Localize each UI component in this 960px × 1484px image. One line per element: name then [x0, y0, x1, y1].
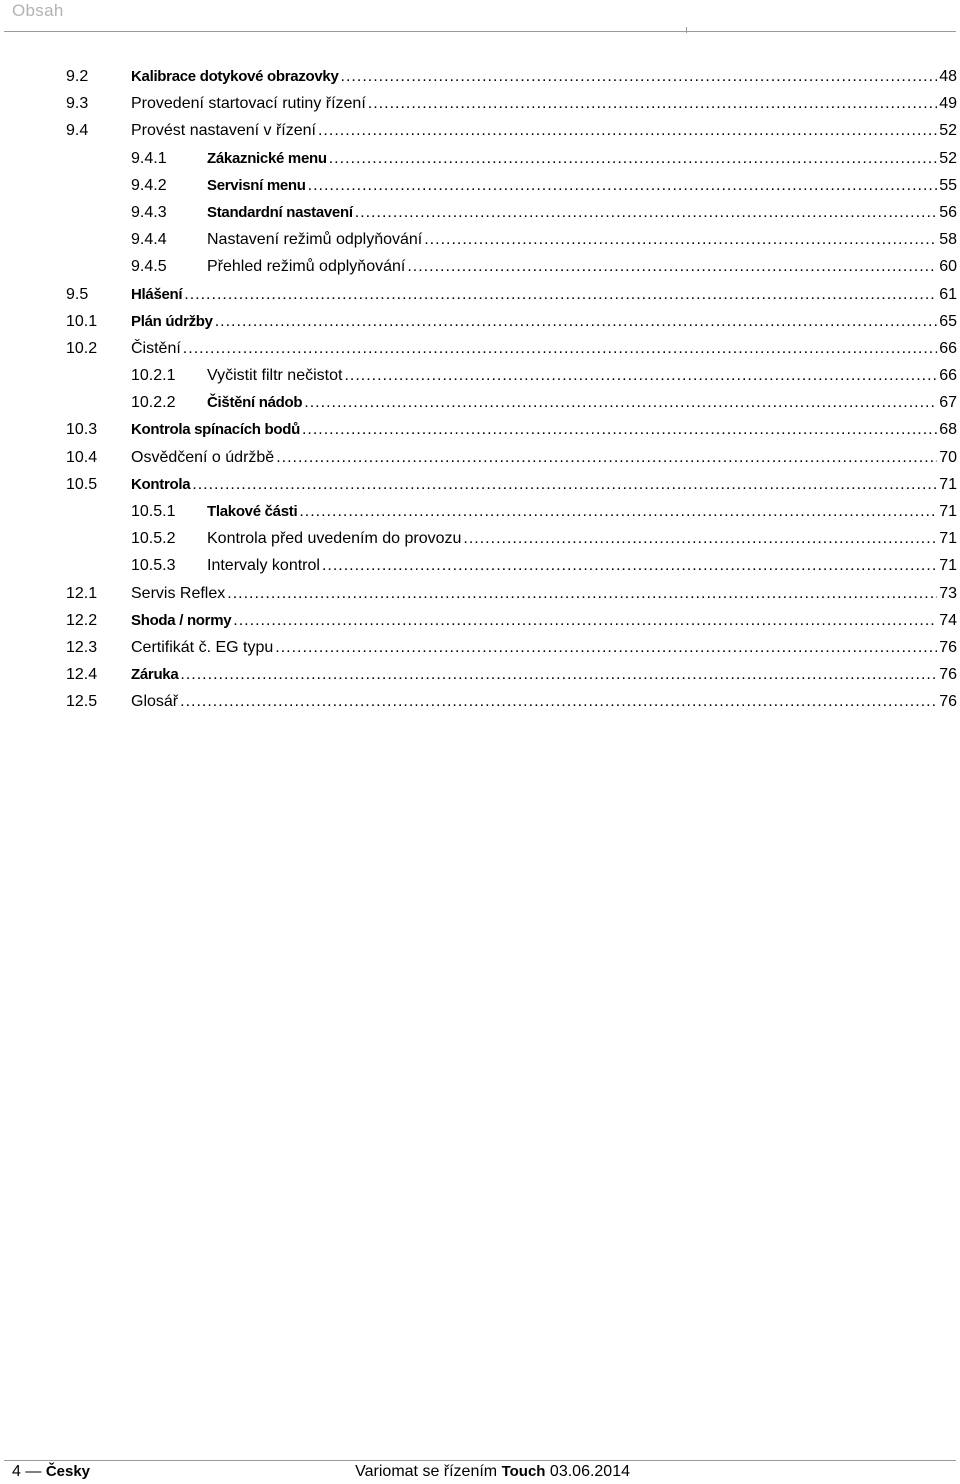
toc-entry[interactable]	[66, 66, 957, 93]
toc-entry[interactable]	[66, 229, 957, 256]
toc-entry-page: 58	[939, 231, 957, 249]
toc-entry-number: 9.4.5	[131, 258, 167, 276]
toc-entry-title: Shoda / normy	[131, 611, 232, 629]
footer-page-number: 4	[12, 1463, 21, 1480]
toc-entry-page: 66	[939, 339, 957, 357]
toc-entry-number: 10.4	[66, 448, 98, 466]
footer-date: 03.06.2014	[549, 1463, 630, 1480]
toc-entry-title: Kontrola spínacích bodů	[131, 421, 300, 439]
toc-entry[interactable]	[66, 419, 957, 446]
footer-doc-title: Variomat se řízením	[355, 1463, 498, 1480]
toc-leader-dots	[299, 501, 937, 523]
toc-entry[interactable]	[66, 284, 957, 311]
toc-entry-page: 48	[939, 68, 957, 85]
toc-entry-number: 9.4.2	[131, 176, 167, 194]
toc-entry-title: Čistění	[131, 339, 181, 357]
toc-entry-title: Provedení startovací rutiny řízení	[131, 95, 366, 113]
toc-entry-number: 12.3	[66, 638, 98, 656]
toc-entry-number: 10.5	[66, 475, 98, 493]
toc-entry-page: 66	[939, 367, 957, 385]
toc-entry[interactable]	[66, 311, 957, 338]
footer-doc-title-bold: Touch	[501, 1463, 546, 1480]
toc-entry-page: 76	[939, 638, 957, 656]
toc-leader-dots	[184, 284, 937, 306]
toc-entry-page: 71	[939, 557, 957, 575]
footer-page-info	[12, 1463, 90, 1481]
toc-entry-title: Kontrola	[131, 475, 191, 493]
toc-entry-title: Tlakové části	[207, 503, 298, 520]
toc-entry-page: 74	[939, 611, 957, 629]
toc-entry[interactable]	[66, 447, 957, 474]
toc-entry-title: Servisní menu	[207, 176, 306, 194]
toc-entry[interactable]	[66, 202, 957, 229]
header-divider-tick	[686, 27, 687, 33]
toc-entry[interactable]	[66, 148, 957, 175]
toc-entry-page: 70	[939, 448, 957, 466]
toc-entry[interactable]	[66, 637, 957, 664]
toc-entry-number: 10.2	[66, 339, 98, 357]
footer-document-info	[355, 1463, 630, 1481]
toc-entry-title: Plán údržby	[131, 312, 213, 330]
toc-entry[interactable]	[66, 555, 957, 582]
toc-entry-number: 9.4.4	[131, 231, 167, 249]
toc-entry-page: 67	[939, 394, 957, 412]
toc-entry[interactable]	[66, 474, 957, 501]
toc-entry-number: 10.3	[66, 421, 98, 439]
toc-entry[interactable]	[66, 365, 957, 392]
footer-language: Česky	[45, 1463, 91, 1480]
toc-entry-title: Nastavení režimů odplyňování	[207, 231, 423, 249]
toc-leader-dots	[424, 229, 937, 251]
toc-leader-dots	[344, 365, 937, 387]
toc-entry[interactable]	[66, 664, 957, 691]
toc-entry-number: 12.1	[66, 584, 98, 602]
toc-leader-dots	[183, 338, 937, 360]
toc-leader-dots	[304, 392, 937, 414]
toc-entry-page: 73	[939, 584, 957, 602]
toc-leader-dots	[407, 256, 937, 278]
toc-entry-title: Osvědčení o údržbě	[131, 448, 275, 466]
toc-leader-dots	[227, 583, 937, 605]
toc-entry-page: 71	[939, 475, 957, 493]
toc-entry[interactable]	[66, 610, 957, 637]
toc-leader-dots	[233, 610, 937, 632]
toc-entry[interactable]	[66, 392, 957, 419]
toc-entry-number: 10.2.2	[131, 394, 176, 412]
toc-leader-dots	[302, 419, 937, 441]
toc-leader-dots	[329, 148, 937, 170]
toc-leader-dots	[341, 66, 938, 88]
toc-entry-page: 55	[939, 176, 957, 194]
toc-entry-page: 71	[939, 530, 957, 548]
toc-entry-page: 65	[939, 312, 957, 330]
toc-entry[interactable]	[66, 120, 957, 147]
toc-leader-dots	[368, 93, 937, 115]
toc-entry-number: 10.5.1	[131, 503, 176, 520]
toc-entry-number: 9.4.3	[131, 203, 167, 221]
toc-entry-title: Provést nastavení v řízení	[131, 122, 316, 140]
toc-entry-number: 10.2.1	[131, 367, 176, 385]
toc-entry-title: Přehled režimů odplyňování	[207, 258, 406, 276]
toc-entry[interactable]	[66, 256, 957, 283]
toc-entry-title: Zákaznické menu	[207, 149, 327, 167]
toc-entry-page: 76	[939, 666, 957, 684]
toc-entry-title: Certifikát č. EG typu	[131, 638, 274, 656]
toc-entry-title: Vyčistit filtr nečistot	[207, 367, 343, 385]
toc-leader-dots	[180, 664, 937, 686]
toc-entry-number: 9.5	[66, 285, 89, 303]
footer-dash: —	[25, 1463, 42, 1480]
toc-entry-page: 61	[939, 285, 957, 303]
toc-entry-title: Čištění nádob	[207, 394, 303, 412]
toc-entry-page: 71	[939, 503, 957, 520]
toc-entry-number: 9.4.1	[131, 149, 167, 167]
toc-leader-dots	[275, 637, 937, 659]
toc-entry-title: Glosář	[131, 693, 179, 711]
toc-entry[interactable]	[66, 175, 957, 202]
toc-leader-dots	[276, 447, 937, 469]
toc-entry[interactable]	[66, 528, 957, 555]
toc-entry-number: 10.1	[66, 312, 98, 330]
toc-leader-dots	[355, 202, 937, 224]
toc-entry-title: Záruka	[131, 666, 179, 684]
toc-entry-number: 10.5.2	[131, 530, 176, 548]
toc-entry-page: 49	[939, 95, 957, 113]
toc-entry-number: 12.5	[66, 693, 98, 711]
toc-entry-number: 12.2	[66, 611, 98, 629]
toc-entry-number: 9.2	[66, 68, 89, 85]
header-divider	[4, 31, 956, 32]
footer-divider	[4, 1460, 956, 1461]
toc-leader-dots	[180, 691, 937, 713]
toc-entry-title: Hlášení	[131, 285, 183, 303]
toc-entry-page: 76	[939, 693, 957, 711]
toc-leader-dots	[308, 175, 938, 197]
toc-entry[interactable]	[66, 93, 957, 120]
toc-entry-page: 52	[939, 149, 957, 167]
toc-entry-number: 12.4	[66, 666, 98, 684]
toc-entry-page: 68	[939, 421, 957, 439]
toc-entry-number: 9.4	[66, 122, 89, 140]
toc-entry-title: Kalibrace dotykové obrazovky	[131, 68, 339, 85]
toc-leader-dots	[215, 311, 937, 333]
toc-entry-number: 10.5.3	[131, 557, 176, 575]
toc-entry-title: Standardní nastavení	[207, 203, 353, 221]
toc-entry-page: 52	[939, 122, 957, 140]
toc-entry-number: 9.3	[66, 95, 89, 113]
toc-entry[interactable]	[66, 691, 957, 718]
toc-entry-title: Intervaly kontrol	[207, 557, 320, 575]
toc-entry-page: 56	[939, 203, 957, 221]
page-header-title: Obsah	[12, 1, 64, 20]
table-of-contents	[66, 66, 957, 719]
toc-entry-title: Kontrola před uvedením do provozu	[207, 530, 462, 548]
toc-entry-title: Servis Reflex	[131, 584, 226, 602]
toc-entry[interactable]	[66, 338, 957, 365]
toc-entry-page: 60	[939, 258, 957, 276]
toc-leader-dots	[322, 555, 937, 577]
toc-entry[interactable]	[66, 501, 957, 528]
toc-leader-dots	[463, 528, 937, 550]
toc-entry[interactable]	[66, 583, 957, 610]
toc-leader-dots	[192, 474, 937, 496]
toc-leader-dots	[318, 120, 937, 142]
